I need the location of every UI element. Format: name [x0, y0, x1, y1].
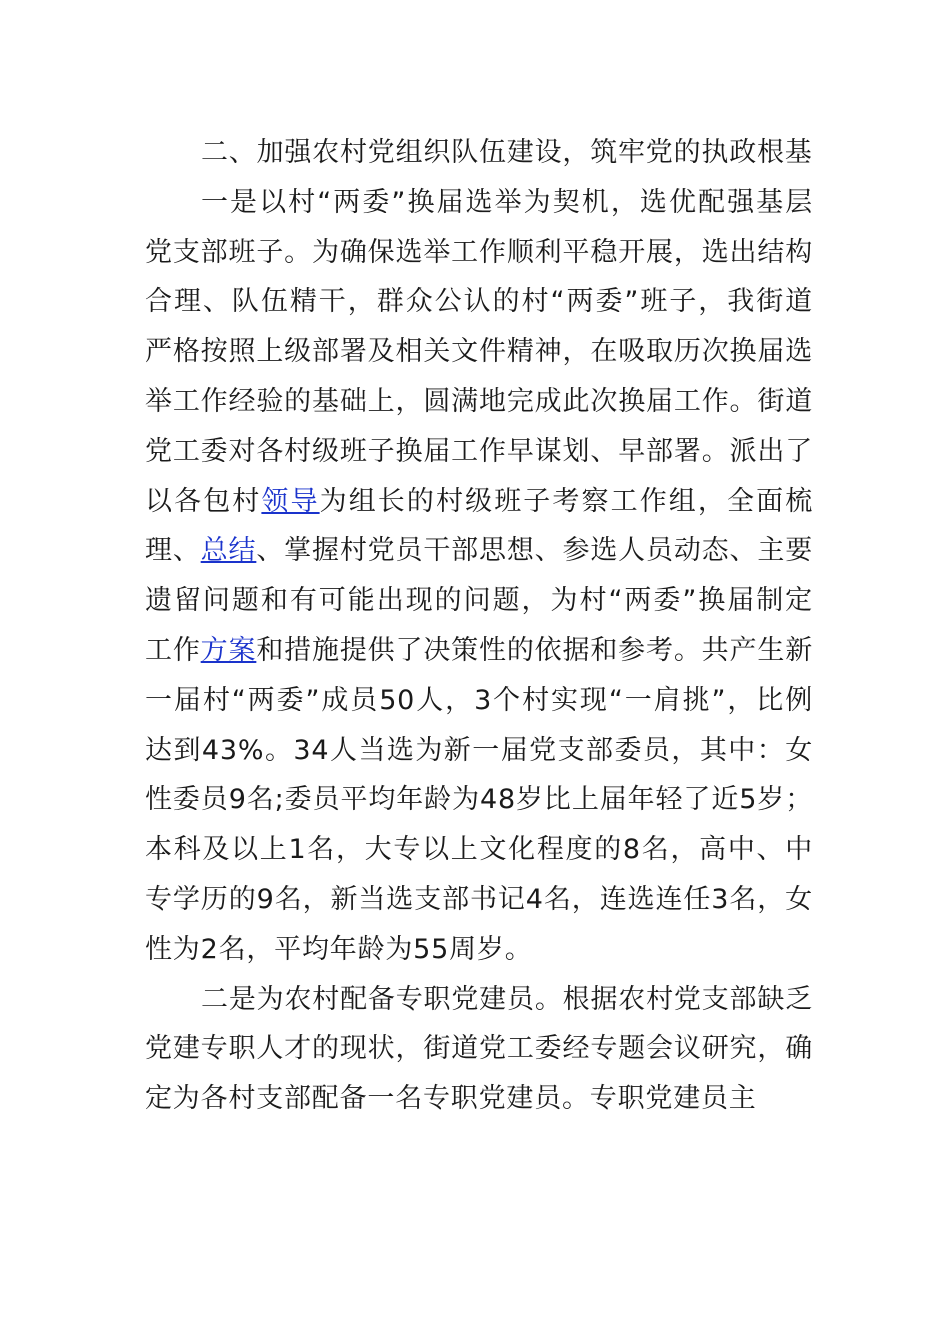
paragraph-1-text-a: 一是以村“两委”换届选举为契机，选优配强基层党支部班子。为确保选举工作顺利平稳开展，选出结构合理、队伍精干，群众公认的村“两委”班子，我街道严格按照上级部署及相关文件精神，在吸取历次换届选举工作经验的基础上，圆满地完成此次换届工作。街道党工委对各村级班子换届工作早谋划、早部署。派出了以各包村 [145, 186, 813, 517]
link-zongjie[interactable]: 总结 [200, 535, 257, 567]
section-heading: 二、加强农村党组织队伍建设，筑牢党的执政根基 [201, 137, 813, 168]
paragraph-2: 二是为农村配备专职党建员。根据农村党支部缺乏党建专职人才的现状，街道党工委经专题会议研究，确定为各村支部配备一名专职党建员。专职党建员主 [145, 983, 813, 1115]
link-lingdao[interactable]: 领导 [261, 485, 320, 517]
paragraph-1-text-b: 为组长的村级班子考察工作组，全面梳理、 [145, 485, 813, 567]
document-body [145, 128, 813, 1124]
paragraph-1 [145, 178, 813, 975]
paragraph-1-text-c: 、掌握村党员干部思想、参选人员动态、主要遗留问题和有可能出现的问题，为村“两委”换届制定工作 [145, 535, 813, 666]
link-fangan[interactable]: 方案 [200, 634, 257, 666]
paragraph-1-text-d: 和措施提供了决策性的依据和参考。共产生新一届村“两委”成员50人，3个村实现“一肩挑”，比例达到43%。34人当选为新一届党支部委员，其中：女性委员9名;委员平均年龄为48岁比上届年轻了近5岁；本科及以上1名，大专以上文化程度的8名，高中、中专学历的9名，新当选支部书记4名，连选连任3名，女性为2名，平均年龄为55周岁。 [145, 634, 813, 965]
